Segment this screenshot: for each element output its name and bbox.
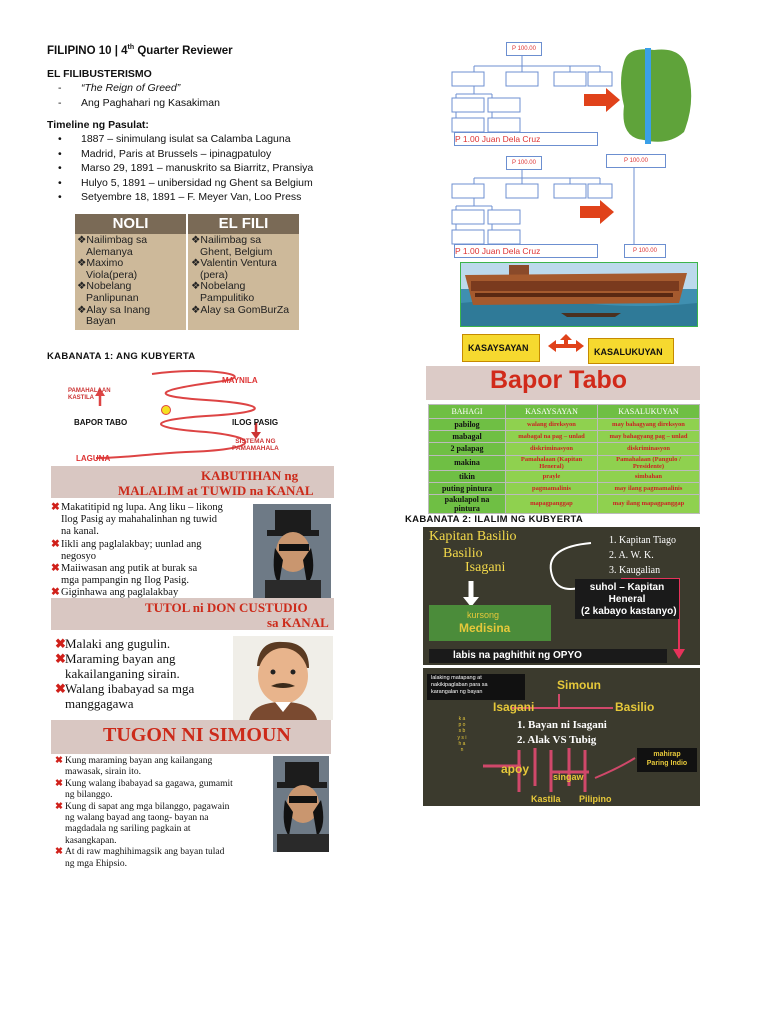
table-cell: pabilog (429, 419, 506, 431)
list-item: • Hulyo 5, 1891 – unibersidad ng Ghent sa Belgium (58, 176, 313, 189)
table-row (429, 482, 700, 494)
table-row (429, 470, 700, 482)
list-item: ✖ Maiiwasan ang putik at burak sa (51, 563, 198, 575)
list-item: ✖ Kung walang ibabayad sa gagawa, gumamit (55, 778, 233, 789)
list-item: - “The Reign of Greed” (58, 82, 181, 94)
table-cell: 2 palapag (429, 443, 506, 455)
simoun-portrait (253, 504, 331, 598)
simoun-portrait-2 (273, 756, 329, 852)
x-bullet-icon: ✖ (55, 756, 63, 766)
x-bullet-icon: ✖ (51, 563, 60, 575)
x-bullet-icon: ✖ (55, 681, 66, 696)
org-chart-2: P 100.00 P 100.00 P 1.00 Juan Dela Cruz P 100.00 (448, 154, 698, 258)
x-bullet-icon: ✖ (51, 538, 60, 550)
table-row (429, 419, 700, 431)
table-cell: diskriminasyon (597, 443, 699, 455)
table-cell: may bahagyang pag – unlad (597, 431, 699, 443)
timeline-heading: Timeline ng Pasulat: (47, 119, 149, 131)
x-bullet-icon: ✖ (51, 587, 60, 599)
table-row (429, 443, 700, 455)
list-item: • Setyembre 18, 1891 – F. Meyer Van, Loo Press (58, 191, 302, 204)
kab1-heading: KABANATA 1: ANG KUBYERTA (47, 351, 196, 362)
elfili-list (58, 81, 220, 110)
list-item: ✖ At di raw maghihimagsik ang bayan tulad (55, 847, 225, 858)
list-item: kakailanganing sirain. (65, 666, 180, 681)
table-cell: prayle (506, 470, 598, 482)
list-item: na kanal. (61, 526, 99, 538)
list-item: • 1887 – sinimulang isulat sa Calamba Laguna (58, 133, 291, 145)
tugon-slide: TUGON NI SIMOUN ✖ Kung maraming bayan ang kailangang mawasak, sirain ito. ✖ Kung walang ibabayad sa gagawa, gumamit ng bilanggo. ✖ Kung di sapat ang mga bilanggo, pagawain ng walang bayad ang taong- bayan na magdadala ng sariling pagkain at kasangkapan. ✖ At di raw maghihimagsik ang bayan tulad ng mga Ehipsio. (51, 720, 331, 852)
table-row (429, 455, 700, 470)
list-item: mawasak, sirain ito. (65, 767, 141, 778)
kab2-slide-1: Kapitan Basilio Basilio Isagani 1. Kapitan Tiago 2. A. W. K. 3. Kaugalian suhol – Kapitan Heneral (2 kabayo kastanyo) kursong Medisina labis na paghithit ng OPYO (423, 527, 700, 665)
list-item: • Madrid, Paris at Brussels – ipinagpatuloy (58, 147, 272, 160)
don-custudio-portrait (233, 636, 333, 720)
list-item: - Ang Paghahari ng Kasakiman (58, 96, 220, 109)
table-cell: Pamahalaan (Kapitan Heneral) (506, 455, 598, 470)
list-item: ✖ Malaki ang gugulin. (55, 636, 171, 651)
list-item: mga pampangin ng Ilog Pasig. (61, 575, 190, 587)
table-cell: walang direksyon (506, 419, 598, 431)
list-item: negosyo (61, 550, 96, 562)
kasaysayan-text: KASAYSAYAN (468, 343, 529, 353)
tugon-list (55, 756, 233, 870)
list-item: magdadala ng sariling pagkain at (65, 824, 191, 835)
bapor-title: Bapor Tabo (490, 366, 628, 394)
bapor-table: BAHAGI KASAYSAYAN KASALUKUYAN pabilog walang direksyon may bahagyang direksyon mabagal mabagal na pag – unlad may bahagyang pag – unlad 2 palapag diskriminasyon diskriminasyon makina Pamahalaan (Kapitan Heneral) Pamahalaan (Pangulo / Presidente) tikin prayle simbahan puting pintura pagmamalinis may ilang pagmamalinis pakulapol na pintura mapagpanggap may ilang mapagpanggap (428, 404, 700, 514)
x-bullet-icon: ✖ (51, 502, 60, 513)
tutol-list (55, 636, 194, 711)
list-item: ✖ Maraming bayan ang (55, 651, 176, 666)
list-item: ng walang bayad ang taong- bayan na (65, 813, 209, 824)
tutol-slide: TUTOL ni DON CUSTUDIO sa KANAL ✖ Malaki ang gugulin. ✖ Maraming bayan ang kakailanganing sirain. ✖ Walang ibabayad sa mga manggagawa (51, 598, 334, 720)
x-bullet-icon: ✖ (55, 847, 63, 858)
list-item: ng mga Ehipsio. (65, 858, 128, 869)
fili-header: EL FILI (188, 214, 299, 234)
list-item: kasangkapan. (65, 835, 117, 846)
timeline-list (58, 132, 313, 205)
kabutihan-slide: KABUTIHAN ng MALALIM at TUWID na KANAL ✖ Makatitipid ng lupa. Ang liku – likong Ilog Pasig ay mahahalinhan ng tuwid na kanal. ✖ Iikli ang paglalakbay; uunlad ang negosyo ✖ Maiiwasan ang putik at burak sa mga pampangin ng Ilog Pasig. ✖ Giginhawa ang paglalakbay (51, 466, 334, 598)
table-cell: may ilang pagmamalinis (597, 482, 699, 494)
table-row (429, 431, 700, 443)
table-cell: puting pintura (429, 482, 506, 494)
table-cell: mapagpanggap (506, 494, 598, 513)
org-chart-1: P 100.00 P 1.00 Juan Dela Cruz (448, 42, 698, 148)
kasalukuyan-text: KASALUKUYAN (594, 347, 663, 357)
list-item: • Marso 29, 1891 – manuskrito sa Biarritz, Pransiya (58, 162, 314, 175)
table-cell: mabagal (429, 431, 506, 443)
elfili-heading: EL FILIBUSTERISMO (47, 68, 152, 80)
table-cell: may ilang mapagpanggap (597, 494, 699, 513)
list-item: ✖ Kung maraming bayan ang kailangang (55, 756, 213, 766)
list-item: ng bilanggo. (65, 790, 113, 801)
table-cell: Pamahalaan (Pangulo / Presidente) (597, 455, 699, 470)
kab2-slide-2: lalaking matapang at nakikipaglaban para sa karangalan ng bayan Simoun Isagani Basilio 1. Bayan ni Isagani 2. Alak VS Tubig k a p o s b y s i h a n apoy singaw Kastila Pilipino mahirap Paring Indio (423, 668, 700, 806)
table-cell: may bahagyang direksyon (597, 419, 699, 431)
kubyerta-map: MAYNILA PAMAHALAAN KASTILA BAPOR TABO ILOG PASIG SISTEMA NG PAMAMAHALA LAGUNA (66, 366, 334, 464)
list-item: ✖ Kung di sapat ang mga bilanggo, pagawain (55, 801, 230, 812)
fili-column: ❖Nailimbag sa Ghent, Belgium ❖Valentin Ventura (pera) ❖Nobelang Pampulitiko ❖Alay sa GomBurZa (191, 234, 290, 316)
noli-column: ❖Nailimbag sa Alemanya ❖Maximo Viola(pera) ❖Nobelang Panlipunan ❖Alay sa Inang Bayan (77, 234, 151, 328)
table-row (429, 494, 700, 513)
table-cell: makina (429, 455, 506, 470)
list-item: ✖ Walang ibabayad sa mga (55, 681, 195, 696)
x-bullet-icon: ✖ (55, 651, 66, 666)
kabutihan-list (51, 502, 223, 600)
table-cell: pakulapol na pintura (429, 494, 506, 513)
x-bullet-icon: ✖ (55, 636, 66, 651)
bapor-image (460, 262, 698, 327)
table-cell: simbahan (597, 470, 699, 482)
table-cell: mabagal na pag – unlad (506, 431, 598, 443)
list-item: ✖ Iikli ang paglalakbay; uunlad ang (51, 538, 202, 550)
x-bullet-icon: ✖ (55, 778, 63, 789)
kab2-heading: KABANATA 2: ILALIM NG KUBYERTA (405, 514, 584, 525)
table-cell: pagmamalinis (506, 482, 598, 494)
list-item: Ilog Pasig ay mahahalinhan ng tuwid (61, 514, 218, 526)
table-cell: diskriminasyon (506, 443, 598, 455)
page-title: FILIPINO 10 | 4th Quarter Reviewer (47, 44, 233, 57)
noli-header: NOLI (75, 214, 186, 234)
x-bullet-icon: ✖ (55, 801, 63, 812)
list-item: ✖ Makatitipid ng lupa. Ang liku – likong (51, 502, 223, 513)
list-item: ✖ Giginhawa ang paglalakbay (51, 587, 179, 599)
noli-fili-comparison (75, 214, 299, 330)
table-cell: tikin (429, 470, 506, 482)
list-item: manggagawa (65, 696, 134, 711)
